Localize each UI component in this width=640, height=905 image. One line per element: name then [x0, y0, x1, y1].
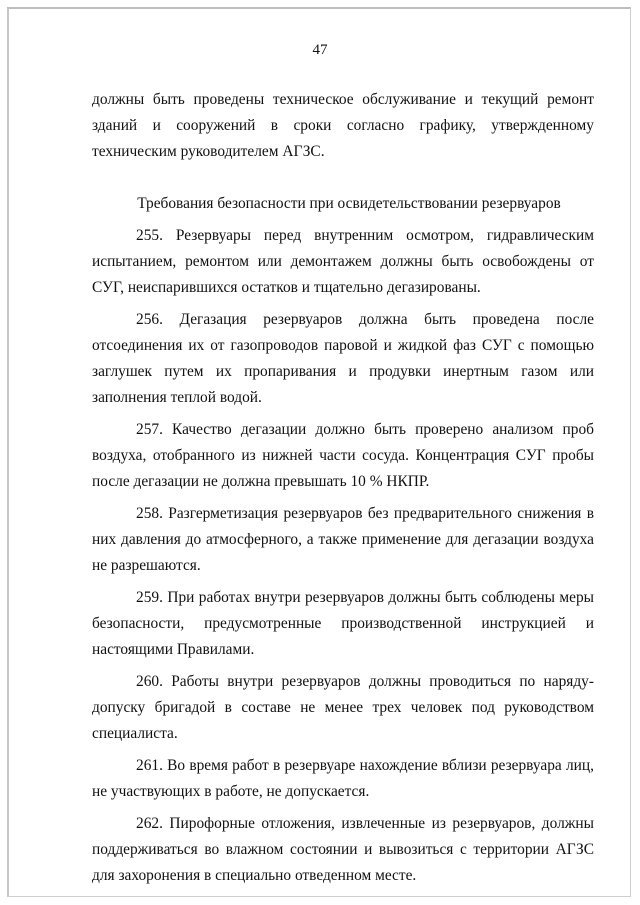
paragraph-258: 258. Разгерметизация резервуаров без предварительного снижения в них давления до атмосферного, а также применение для дегазации воздуха не разрешаются. — [92, 505, 594, 574]
page-number: 47 — [312, 42, 328, 58]
section-heading: Требования безопасности при освидетельствовании резервуаров — [137, 195, 561, 212]
paragraph-256: 256. Дегазация резервуаров должна быть проведена после отсоединения их от газопроводов паровой и жидкой фаз СУГ с помощью заглушек путем их пропаривания и продувки инертным газом или заполнения теплой водой. — [92, 311, 594, 406]
paragraph-262: 262. Пирофорные отложения, извлеченные из резервуаров, должны поддерживаться во влажном состоянии и вывозиться с территории АГЗС для захоронения в специально отведенном месте. — [92, 815, 594, 884]
document-body — [92, 87, 594, 889]
paragraph-257: 257. Качество дегазации должно быть проверено анализом проб воздуха, отобранного из нижней части сосуда. Концентрация СУГ пробы после дегазации не должна превышать 10 % НКПР. — [92, 421, 594, 490]
paragraph-255: 255. Резервуары перед внутренним осмотром, гидравлическим испытанием, ремонтом или демонтажем должны быть освобождены от СУГ, неиспарившихся остатков и тщательно дегазированы. — [92, 227, 594, 296]
paragraph-260: 260. Работы внутри резервуаров должны проводиться по наряду-допуску бригадой в составе не менее трех человек под руководством специалиста. — [92, 673, 594, 742]
paragraph-259: 259. При работах внутри резервуаров должны быть соблюдены меры безопасности, предусмотренные производственной инструкцией и настоящими Правилами. — [92, 589, 594, 658]
paragraph-261: 261. Во время работ в резервуаре нахождение вблизи резервуара лиц, не участвующих в работе, не допускается. — [92, 757, 594, 800]
intro-paragraph: должны быть проведены техническое обслуживание и текущий ремонт зданий и сооружений в сроки согласно графику, утвержденному техническим руководителем АГЗС. — [92, 91, 594, 160]
